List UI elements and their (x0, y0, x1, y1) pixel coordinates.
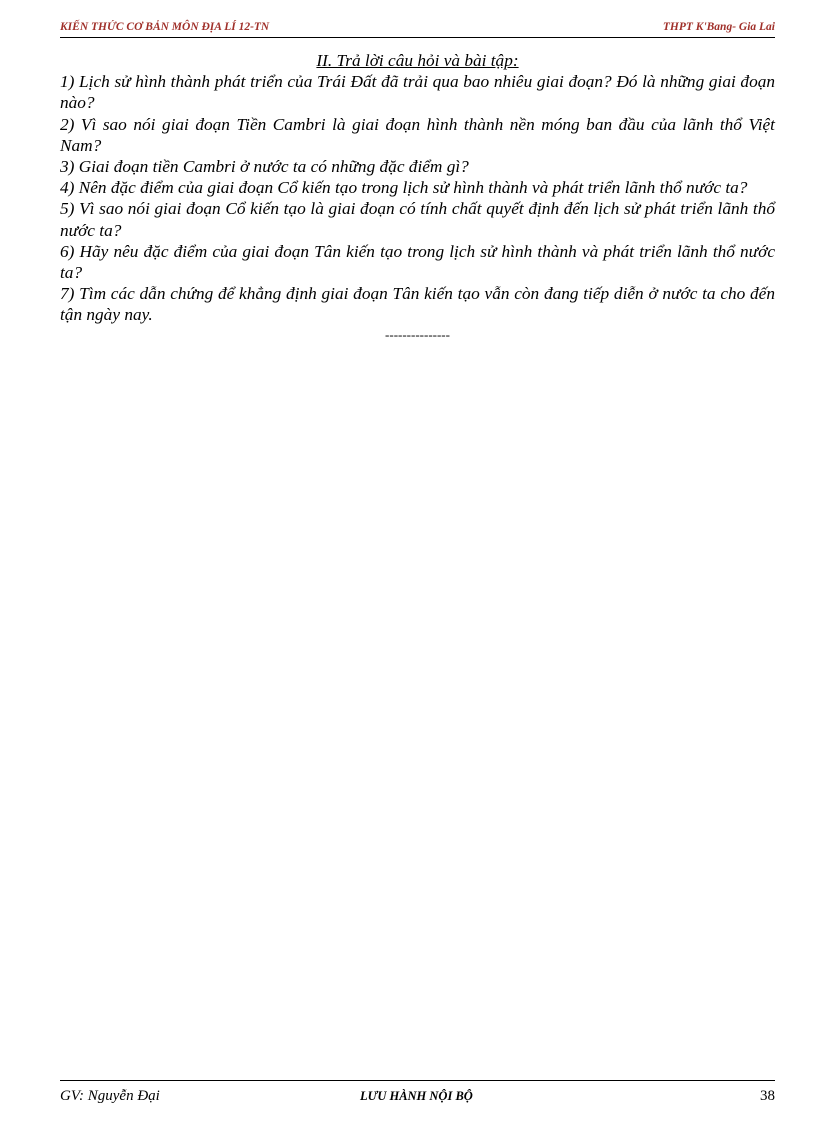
question-item: 5) Vì sao nói giai đoạn Cổ kiến tạo là giai đoạn có tính chất quyết định đến lịch sử phát triển lãnh thổ nước ta? (60, 199, 775, 240)
header-course-title: KIẾN THỨC CƠ BẢN MÔN ĐỊA LÍ 12-TN (60, 21, 270, 33)
question-item: 4) Nên đặc điểm của giai đoạn Cổ kiến tạo trong lịch sử hình thành và phát triển lãnh thổ nước ta? (60, 178, 748, 198)
question-item: 3) Giai đoạn tiền Cambri ở nước ta có những đặc điểm gì? (60, 157, 469, 177)
page-number: 38 (760, 1088, 775, 1104)
question-item: 2) Vì sao nói giai đoạn Tiền Cambri là giai đoạn hình thành nền móng ban đầu của lãnh thổ Việt Nam? (60, 114, 775, 155)
page-header (60, 19, 775, 38)
question-item: 7) Tìm các dẫn chứng để khẳng định giai đoạn Tân kiến tạo vẫn còn đang tiếp diễn ở nước ta cho đến tận ngày nay. (60, 284, 775, 325)
header-school-name: THPT K'Bang- Gia Lai (662, 21, 775, 33)
footer-circulation-note: LƯU HÀNH NỘI BỘ (360, 1089, 473, 1103)
page-footer (60, 1080, 775, 1103)
questions-section (60, 50, 775, 344)
question-item: 1) Lịch sử hình thành phát triển của Trái Đất đã trải qua bao nhiêu giai đoạn? Đó là những giai đoạn nào? (60, 72, 775, 113)
footer-teacher-name: GV: Nguyễn Đại (60, 1088, 160, 1104)
section-separator: --------------- (385, 326, 450, 342)
question-item: 6) Hãy nêu đặc điểm của giai đoạn Tân kiến tạo trong lịch sử hình thành và phát triển lãnh thổ nước ta? (60, 241, 775, 283)
section-title: II. Trả lời câu hỏi và bài tập: (316, 51, 519, 70)
